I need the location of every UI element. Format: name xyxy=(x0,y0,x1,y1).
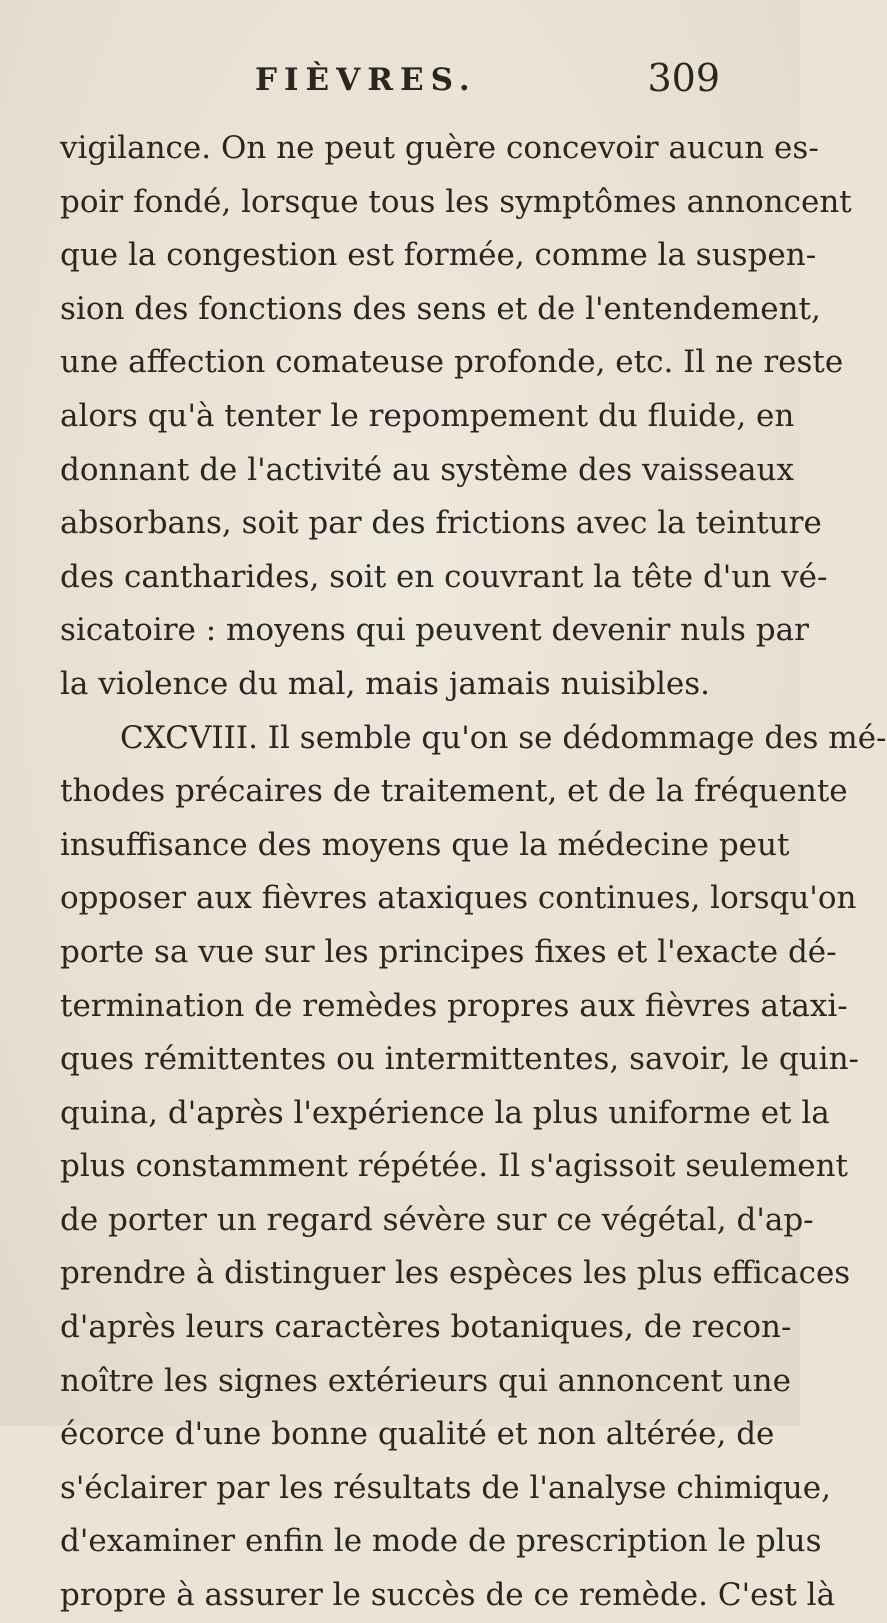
text-line: de porter un regard sévère sur ce végétal, d'ap- xyxy=(60,1201,814,1238)
page-number: 309 xyxy=(647,56,720,100)
text-line: d'après leurs caractères botaniques, de recon- xyxy=(60,1309,792,1346)
running-head-title: FIÈVRES. xyxy=(255,62,477,98)
body-text xyxy=(60,122,887,1623)
text-line: sicatoire : moyens qui peuvent devenir nuls par xyxy=(60,612,809,649)
text-line: vigilance. On ne peut guère concevoir aucun es- xyxy=(60,130,819,166)
text-line: plus constamment répétée. Il s'agissoit seulement xyxy=(60,1148,848,1185)
text-line: porte sa vue sur les principes fixes et l'exacte dé- xyxy=(60,933,837,970)
text-line: donnant de l'activité au système des vaisseaux xyxy=(60,451,794,488)
text-line: la violence du mal, mais jamais nuisibles. xyxy=(60,665,711,702)
text-line: une affection comateuse profonde, etc. Il ne reste xyxy=(60,344,844,381)
text-line: propre à assurer le succès de ce remède. C'est là xyxy=(60,1577,836,1614)
section-start-line: CXCVIII. Il semble qu'on se dédommage des mé- xyxy=(120,719,887,756)
text-line: ques rémittentes ou intermittentes, savoir, le quin- xyxy=(60,1041,860,1078)
text-line: insuffisance des moyens que la médecine peut xyxy=(60,826,790,863)
text-line: sion des fonctions des sens et de l'entendement, xyxy=(60,290,821,327)
text-line: alors qu'à tenter le repompement du fluide, en xyxy=(60,397,795,434)
text-line: opposer aux fièvres ataxiques continues, lorsqu'on xyxy=(60,880,857,917)
text-line: écorce d'une bonne qualité et non altérée, de xyxy=(60,1416,775,1453)
text-line: absorbans, soit par des frictions avec la teinture xyxy=(60,505,822,542)
text-line: que la congestion est formée, comme la suspen- xyxy=(60,237,817,274)
text-line: prendre à distinguer les espèces les plus efficaces xyxy=(60,1255,851,1292)
text-line: s'éclairer par les résultats de l'analyse chimique, xyxy=(60,1469,831,1506)
text-line: d'examiner enfin le mode de prescription le plus xyxy=(60,1523,822,1560)
text-line: quina, d'après l'expérience la plus uniforme et la xyxy=(60,1094,830,1131)
text-line: termination de remèdes propres aux fièvres ataxi- xyxy=(60,987,848,1024)
text-line: poir fondé, lorsque tous les symptômes annoncent xyxy=(60,183,852,220)
text-line: des cantharides, soit en couvrant la tête d'un vé- xyxy=(60,558,828,595)
running-head xyxy=(0,52,800,112)
text-line: noître les signes extérieurs qui annoncent une xyxy=(60,1362,791,1399)
text-line: thodes précaires de traitement, et de la fréquente xyxy=(60,773,848,810)
